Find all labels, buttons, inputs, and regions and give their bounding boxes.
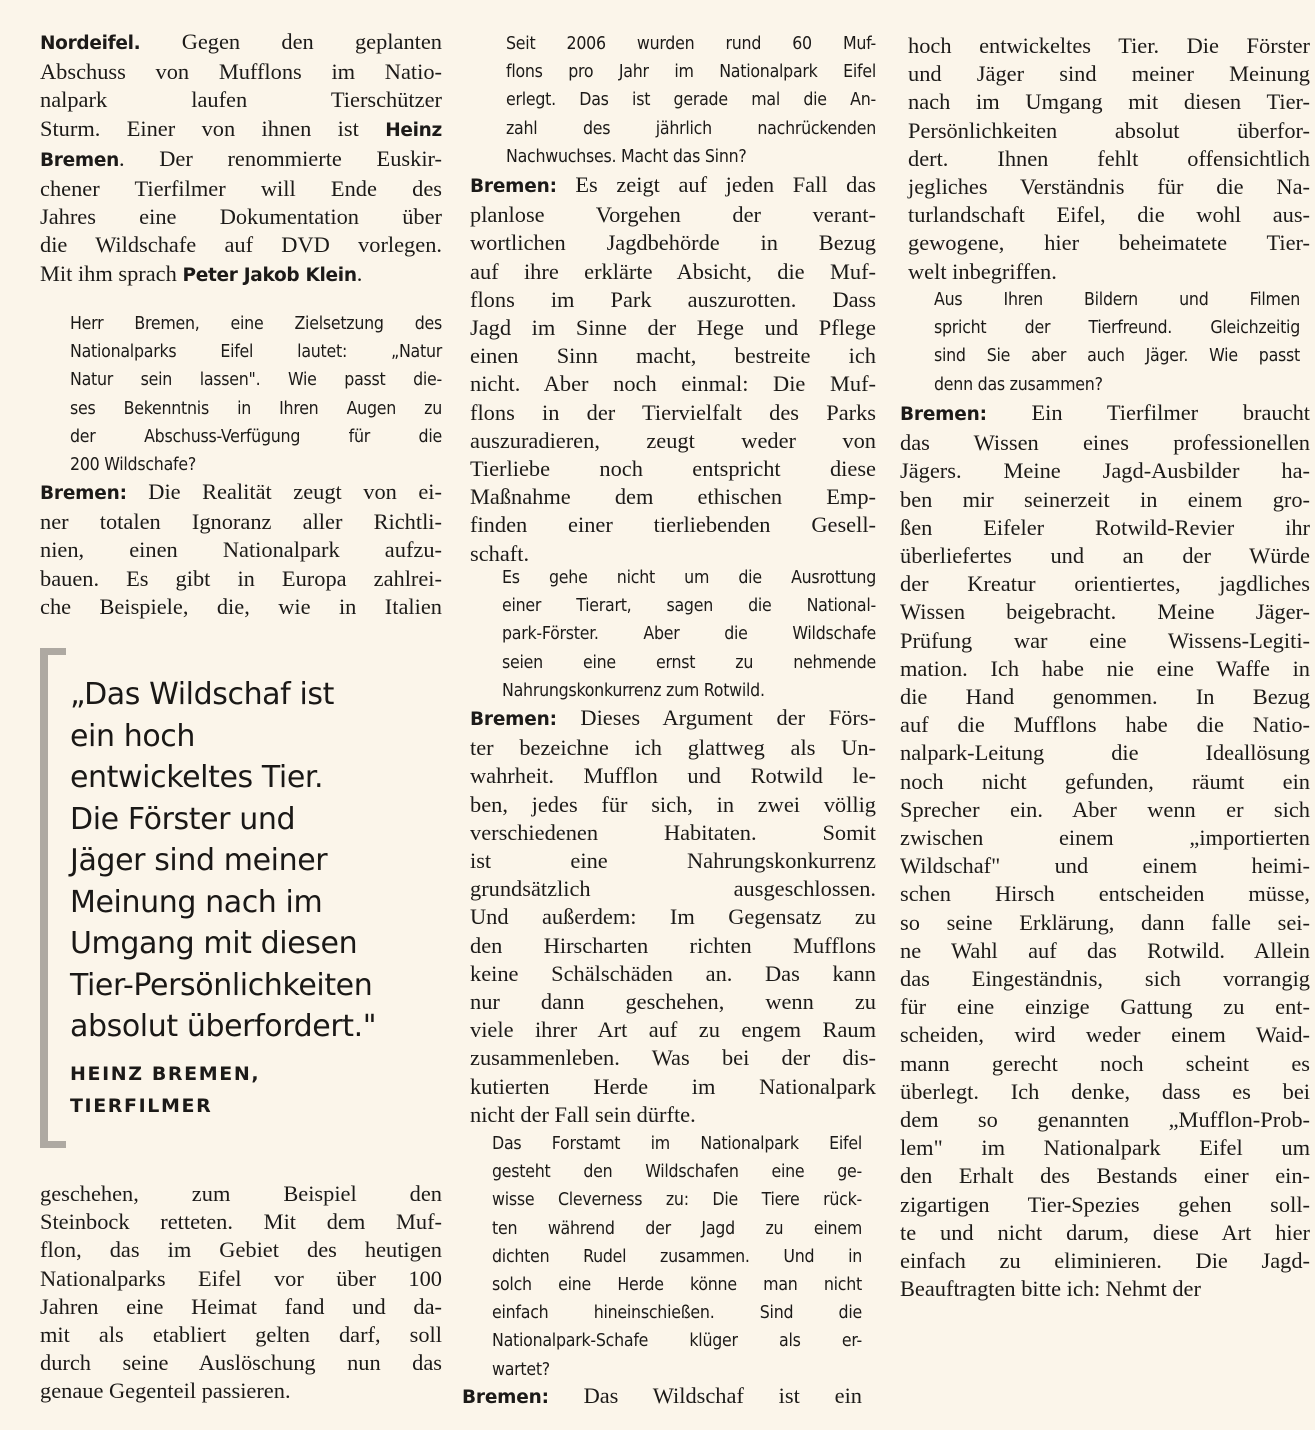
text-line: die Wildschafe auf DVD vorlegen. — [40, 232, 442, 258]
column-3 — [900, 0, 1310, 1430]
answer-2: Bremen: Es zeigt auf jeden Fall das planlose Vorgehen der verant- wortlichen Jagdbehörde in Bezug auf ihre erklärte Absicht, die Muf- flons im Park auszurotten. Dass Jagd im Sinne der Hege und Pflege einen Sinn macht, bestreite ich nicht. Aber noch einmal: Die Muf- flons in der Tiervielfalt des Parks auszuradieren, zeugt weder von Tierliebe noch entspricht diese Maßnahme dem ethischen Emp- finden einer tierliebenden Gesell- schaft. — [470, 172, 876, 566]
question-4: Das Forstamt im Nationalpark Eifel gesteht den Wildschafen eine ge- wisse Cleverness zu: Die Tiere rück- ten während der Jagd zu einem dichten Rudel zusammen. Und in solch eine Herde könne man nicht einfach hineinschießen. Sind die Nationalpark-Schafe klüger als er- wartet? — [492, 1134, 862, 1380]
pullquote-attribution: HEINZ BREMEN, TIERFILMER — [70, 1063, 261, 1117]
answer-5: Bremen: Ein Tierfilmer braucht das Wissen eines professionellen Jägers. Meine Jagd-Ausbilder ha- ben mir seinerzeit in einem gro- ßen Eifeler Rotwild-Revier ihr überliefertes und an der Würde der Kreatur orientiertes, jagdliches Wissen beigebracht. Meine Jäger- Prüfung war eine Wissens-Legiti- mation. Ich habe nie eine Waffe in die Hand genommen. In Bezug auf die Mufflons habe die Natio- nalpark-Leitung die Ideallösung noch nicht gefunden, räumt ein Sprecher ein. Aber wenn er sich zwischen einem „importierten Wildschaf" und einem heimi- schen Hirsch entscheiden müsse, so seine Erklärung, dann falle sei- ne Wahl auf das Rotwild. Allein das Eingeständnis, sich vorrangig für eine einzige Gattung zu ent- scheiden, wird weder einem Waid- mann gerecht noch scheint es überlegt. Ich denke, dass es bei dem so genannten „Mufflon-Prob- lem" im Nationalpark Eifel um den Erhalt des Bestands einer ein- zigartigen Tier-Spezies gehen soll- te und nicht darum, diese Art hier einfach zu eliminieren. Die Jagd- Beauftragten bitte ich: Nehmt der — [900, 400, 1310, 1302]
question-2: Seit 2006 wurden rund 60 Muf- flons pro Jahr im Nationalpark Eifel erlegt. Das ist gerade mal die An- zahl des jährlich nachrückenden Nachwuchses. Macht das Sinn? — [506, 34, 876, 167]
question-5: Aus Ihren Bildern und Filmen spricht der Tierfreund. Gleichzeitig sind Sie aber auch Jäger. Wie passt denn das zusammen? — [934, 290, 1300, 395]
speaker-label: Bremen: — [900, 404, 987, 425]
text-line: Jahres eine Dokumentation über — [40, 204, 442, 230]
text-line: Abschuss von Mufflons im Natio- — [40, 59, 442, 85]
dateline: Nordeifel. — [40, 33, 141, 54]
speaker-label: Bremen: — [462, 1387, 549, 1408]
interviewee-name: Heinz — [385, 119, 442, 141]
speaker-label: Bremen: — [470, 709, 557, 730]
pullquote-bracket-top — [40, 648, 66, 655]
answer-3: Bremen: Dieses Argument der Förs- ter bezeichne ich glattweg als Un- wahrheit. Mufflon und Rotwild le- ben, jedes für sich, in zwei völlig verschiedenen Habitaten. Somit ist eine Nahrungskonkurrenz grundsätzlich ausgeschlossen. Und außerdem: Im Gegensatz zu den Hirscharten richten Mufflons keine Schälschäden an. Das kann nur dann geschehen, wenn zu viele ihrer Art auf zu engem Raum zusammenleben. Was bei der dis- kutierten Herde im Nationalpark nicht der Fall sein dürfte. — [470, 705, 876, 1127]
intro-paragraph: Nordeifel. Gegen den geplanten Abschuss von Mufflons im Natio- nalpark laufen Tierschützer Sturm. Einer von ihnen ist Heinz Bremen. Der renommierte Euskir- chener Tierfilmer will Ende des Jahres eine Dokumentation über die Wildschafe auf DVD vorlegen. Mit ihm sprach Peter Jakob Klein. — [40, 29, 442, 286]
pullquote: „Das Wildschaf ist ein hoch entwickeltes Tier. Die Förster und Jäger sind meiner Meinung nach im Umgang mit diesen Tier-Persönlichkeiten absolut überfordert." — [70, 677, 377, 1044]
answer-1: Bremen: Die Realität zeugt von ei- ner totalen Ignoranz aller Richtli- nien, einen Nationalpark aufzu- bauen. Es gibt in Europa zahlrei- che Beispiele, die, wie in Italien — [40, 479, 442, 619]
interviewer-name: Peter Jakob Klein — [182, 264, 357, 286]
answer-1-continued: geschehen, zum Beispiel den Steinbock retteten. Mit dem Muf- flon, das im Gebiet des heutigen Nationalparks Eifel vor über 100 Jahren eine Heimat fand und da- mit als etabliert gelten darf, soll durch seine Auslöschung nun das genaue Gegenteil passieren. — [40, 1181, 442, 1404]
pullquote-bracket — [40, 648, 48, 1148]
question-1: Herr Bremen, eine Zielsetzung des Nationalparks Eifel lautet: „Natur Natur sein lassen". Wie passt die- ses Bekenntnis in Ihren Augen zu der Abschuss-Verfügung für die 200 Wildschafe? — [70, 314, 442, 476]
text-line: chener Tierfilmer will Ende des — [40, 176, 442, 202]
text-line: nalpark laufen Tierschützer — [40, 87, 442, 113]
column-2 — [462, 0, 876, 1430]
answer-4-continued: hoch entwickeltes Tier. Die Förster und Jäger sind meiner Meinung nach im Umgang mit diesen Tier- Persönlichkeiten absolut überfor- dert. Ihnen fehlt offensichtlich jegliches Verständnis für die Na- turlandschaft Eifel, die wohl aus- gewogene, hier beheimatete Tier- welt inbegriffen. — [908, 33, 1310, 284]
speaker-label: Bremen: — [40, 483, 127, 504]
speaker-label: Bremen: — [470, 176, 557, 197]
answer-4: Bremen: Das Wildschaf ist ein — [462, 1383, 862, 1408]
pullquote-bracket-bottom — [40, 1141, 66, 1148]
question-3: Es gehe nicht um die Ausrottung einer Tierart, sagen die National- park-Förster. Aber die Wildschafe seien eine ernst zu nehmende Nahrungskonkurrenz zum Rotwild. — [502, 568, 876, 701]
